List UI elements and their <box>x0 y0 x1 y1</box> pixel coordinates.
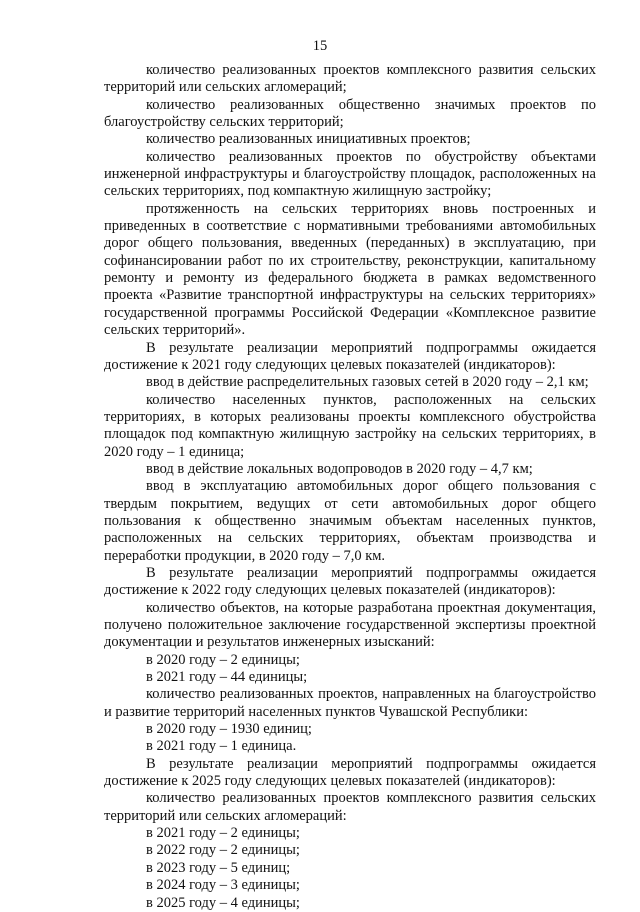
list-item: в 2024 году – 3 единицы; <box>146 877 300 894</box>
paragraph: количество реализованных инициативных проектов; <box>146 131 471 148</box>
paragraph: ввод в эксплуатацию автомобильных дорог общего пользования с твердым покрытием, ведущих от сети автомобильных дорог общего пользования к общественно значимым объектам населенных пунктов, расположенных на сельских территориях, объектам производства и переработки продукции, в 2020 году – 7,0 км. <box>104 478 596 564</box>
paragraph: количество реализованных проектов по обустройству объектами инженерной инфраструктуры и благоустройству площадок, расположенных на сельских территориях, под компактную жилищную застройку; <box>104 148 596 200</box>
paragraph: ввод в действие локальных водопроводов в 2020 году – 4,7 км; <box>146 460 533 477</box>
list-item: в 2020 году – 1930 единиц; <box>146 721 312 738</box>
paragraph: В результате реализации мероприятий подпрограммы ожидается достижение к 2022 году следующих целевых показателей (индикаторов): <box>104 564 596 599</box>
paragraph: количество реализованных проектов комплексного развития сельских территорий или сельских агломераций; <box>104 62 596 96</box>
list-item: в 2021 году – 1 единица. <box>146 738 297 755</box>
paragraph: В результате реализации мероприятий подпрограммы ожидается достижение к 2025 году следующих целевых показателей (индикаторов): <box>104 755 596 790</box>
list-item: в 2021 году – 2 единицы; <box>146 825 300 842</box>
paragraph: количество реализованных проектов, направленных на благоустройство и развитие территорий населенных пунктов Чувашской Республики: <box>104 686 596 720</box>
list-item: в 2022 году – 2 единицы; <box>146 842 300 859</box>
list-item: в 2025 году – 4 единицы; <box>146 894 300 911</box>
paragraph: ввод в действие распределительных газовых сетей в 2020 году – 2,1 км; <box>146 374 589 391</box>
page-number: 15 <box>312 38 328 54</box>
list-item: в 2021 году – 44 единицы; <box>146 669 308 686</box>
list-item: в 2020 году – 2 единицы; <box>146 651 300 668</box>
paragraph: В результате реализации мероприятий подпрограммы ожидается достижение к 2021 году следующих целевых показателей (индикаторов): <box>104 339 596 373</box>
paragraph: количество реализованных общественно значимых проектов по благоустройству сельских территорий; <box>104 96 596 131</box>
document-body <box>104 62 596 912</box>
list-item: в 2023 году – 5 единиц; <box>146 859 291 876</box>
paragraph: количество объектов, на которые разработана проектная документация, получено положительное заключение государственной экспертизы проектной документации и результатов инженерных изысканий: <box>104 599 596 651</box>
paragraph: количество реализованных проектов комплексного развития сельских территорий или сельских агломераций: <box>104 790 596 824</box>
paragraph: протяженность на сельских территориях вновь построенных и приведенных в соответствие с нормативными требованиями автомобильных дорог общего пользования, введенных (переданных) в эксплуатацию, при софинансировании работ по их строительству, реконструкции, капитальному ремонту и ремонту из федерального бюджета в рамках ведомственного проекта «Развитие транспортной инфраструктуры на сельских территориях» государственной программы Российской Федерации «Комплексное развитие сельских территорий». <box>104 200 596 339</box>
paragraph: количество населенных пунктов, расположенных на сельских территориях, в которых реализованы проекты комплексного обустройства площадок под компактную жилищную застройку на сельских территориях, в 2020 году – 1 единица; <box>104 391 596 460</box>
